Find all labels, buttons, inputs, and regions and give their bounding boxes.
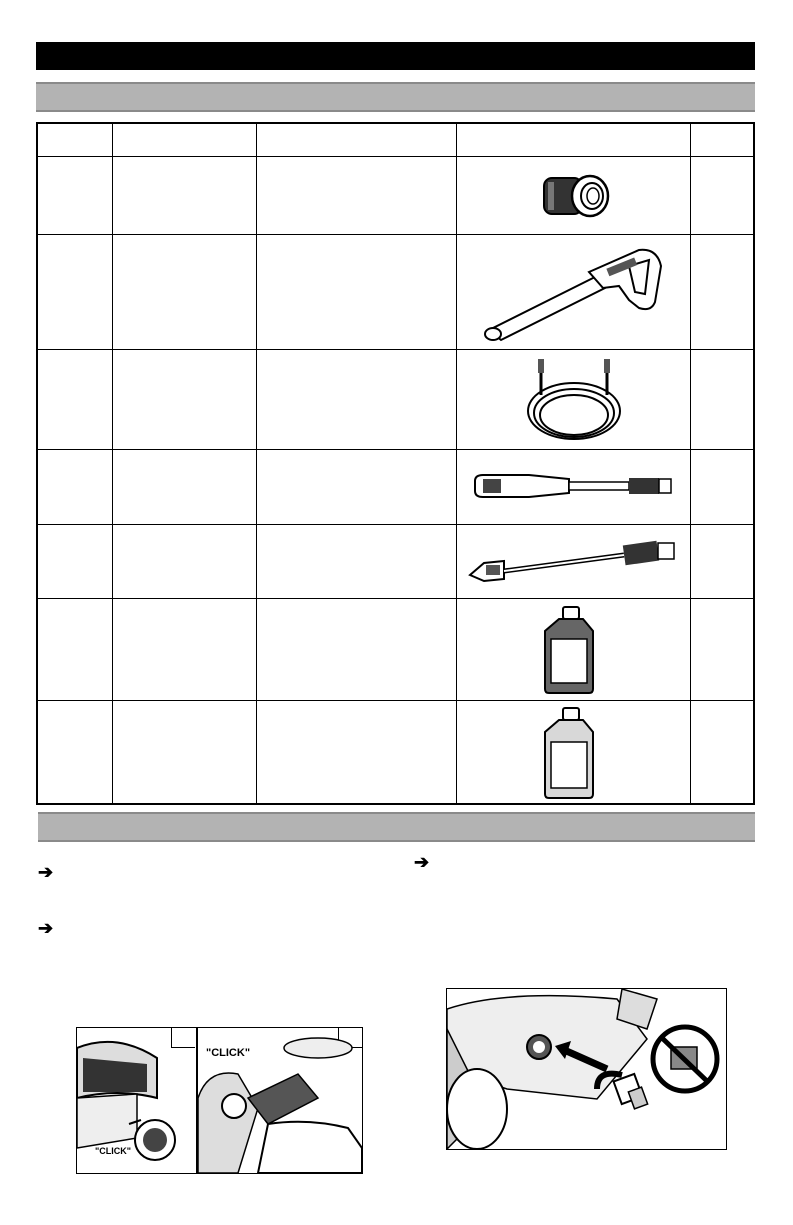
detergent-bottle-dark-icon <box>539 605 609 695</box>
header-bar <box>36 42 755 70</box>
table-row <box>38 450 753 525</box>
high-pressure-hose-icon <box>519 355 629 445</box>
detergent-bottle-light-icon <box>539 706 609 800</box>
table-row <box>38 525 753 599</box>
table-row <box>38 701 753 805</box>
turbo-lance-icon <box>464 537 684 587</box>
section-bar-parts <box>36 82 755 112</box>
click-callout-1: "CLICK" <box>95 1146 132 1156</box>
machine-rear-illustration <box>77 1028 195 1173</box>
col-header-4 <box>457 124 690 156</box>
table-row <box>38 235 753 350</box>
hose-inlet-illustration <box>447 989 726 1149</box>
click-callout-2: "CLICK" <box>206 1047 251 1059</box>
gun-connect-illustration <box>198 1028 362 1173</box>
parts-table <box>36 122 755 805</box>
hose-adapter-icon <box>534 166 614 226</box>
table-row <box>38 350 753 450</box>
table-row <box>38 599 753 701</box>
lance-icon <box>469 467 679 507</box>
table-row <box>38 157 753 235</box>
no-sign-icon <box>653 1027 717 1091</box>
table-header-row <box>38 124 753 157</box>
step-arrow-icon: ➔ <box>38 862 54 882</box>
section-bar-assembly <box>38 812 755 842</box>
col-header-1 <box>38 124 112 156</box>
col-header-3 <box>257 124 456 156</box>
figure-1 <box>76 1027 363 1174</box>
step-arrow-icon: ➔ <box>414 852 430 872</box>
col-header-2 <box>113 124 256 156</box>
figure-2 <box>446 988 727 1150</box>
step-arrow-icon: ➔ <box>38 918 54 938</box>
spray-gun-icon <box>479 242 669 342</box>
col-header-5 <box>691 124 755 156</box>
